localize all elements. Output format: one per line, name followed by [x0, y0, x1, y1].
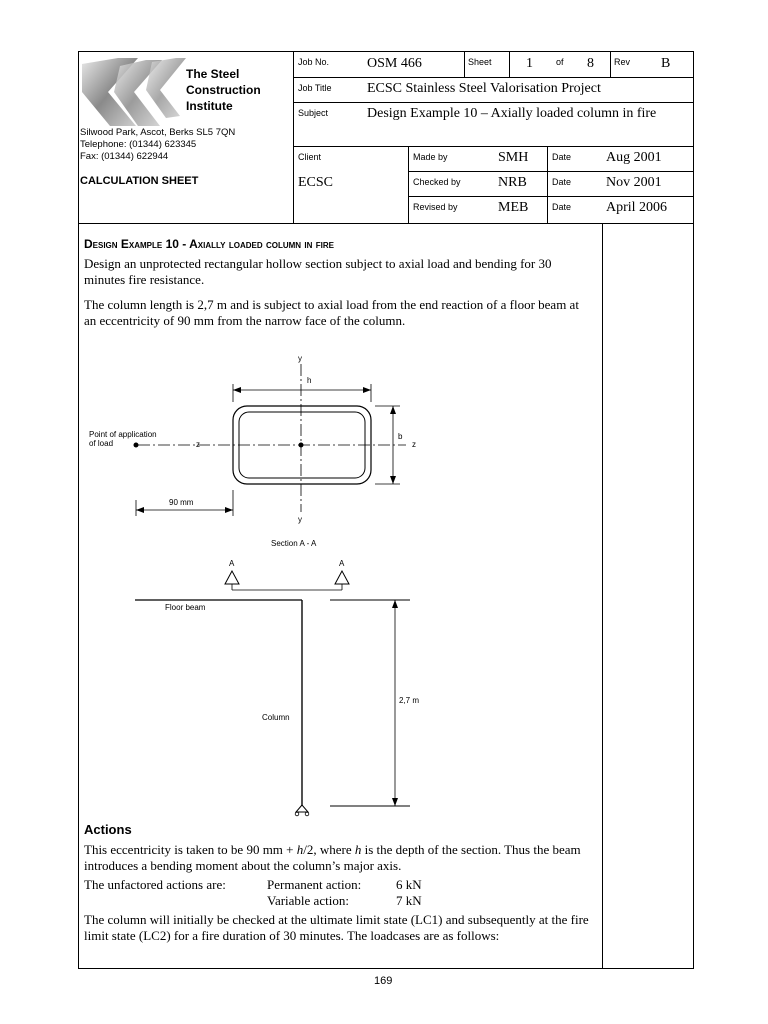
- date-checked: Nov 2001: [606, 175, 662, 190]
- permanent-action-value: 6 kN: [396, 877, 422, 892]
- sheet-label: Sheet: [468, 57, 492, 67]
- page-number: 169: [374, 975, 393, 987]
- column-label: Column: [262, 713, 290, 722]
- pin-support: [296, 805, 308, 812]
- of-label: of: [556, 57, 564, 67]
- org-name-line2: Construction: [186, 83, 261, 97]
- z-axis-right-label: z: [412, 440, 416, 449]
- y-axis-bottom-label: y: [298, 515, 302, 524]
- revised-by-label: Revised by: [413, 202, 458, 212]
- page-heading: Design Example 10 - Axially loaded column in fire: [84, 237, 334, 251]
- subject: Design Example 10 – Axially loaded column in fire: [367, 106, 657, 121]
- variable-action-label: Variable action:: [267, 893, 349, 908]
- made-by: SMH: [498, 150, 529, 165]
- org-name-line3: Institute: [186, 99, 233, 113]
- centroid-point: [299, 443, 304, 448]
- z-axis-left-label: z: [196, 440, 200, 449]
- made-by-label: Made by: [413, 152, 448, 162]
- section-a-right-label: A: [339, 559, 345, 568]
- unfactored-label: The unfactored actions are:: [84, 877, 226, 892]
- sheet-type: CALCULATION SHEET: [80, 175, 199, 187]
- client-label: Client: [298, 152, 322, 162]
- load-point-label-2: of load: [89, 439, 114, 448]
- sheet-total: 8: [587, 56, 594, 71]
- load-point: [134, 443, 139, 448]
- checked-by: NRB: [498, 175, 527, 190]
- permanent-action-label: Permanent action:: [267, 877, 362, 892]
- job-no: OSM 466: [367, 56, 422, 71]
- org-name-line1: The Steel: [186, 67, 240, 81]
- y-axis-top-label: y: [298, 354, 302, 363]
- rev-label: Rev: [614, 57, 631, 67]
- subject-label: Subject: [298, 108, 329, 118]
- job-title-label: Job Title: [298, 83, 332, 93]
- variable-action-value: 7 kN: [396, 893, 422, 908]
- date-made-label: Date: [552, 152, 572, 162]
- date-checked-label: Date: [552, 177, 572, 187]
- paragraph-1: Design an unprotected rectangular hollow section subject to axial load and bending for 30 minutes fire resistance.: [84, 256, 552, 287]
- section-label: Section A - A: [271, 539, 317, 548]
- b-label: b: [398, 432, 403, 441]
- sci-logo: [80, 56, 190, 128]
- paragraph-3: This eccentricity is taken to be 90 mm + h/2, where h is the depth of the section. Thus the beam introduces a bending moment about the column’s major axis.: [84, 842, 581, 873]
- date-revised: April 2006: [606, 200, 668, 215]
- length-label: 2,7 m: [399, 696, 420, 705]
- actions-heading: Actions: [84, 822, 132, 837]
- floor-beam-label: Floor beam: [165, 603, 206, 612]
- revised-by: MEB: [498, 200, 529, 215]
- paragraph-4: The column will initially be checked at the ultimate limit state (LC1) and subsequently at the fire limit state (LC2) for a fire duration of 30 minutes. The loadcases are as follows:: [84, 912, 589, 943]
- sheet-no: 1: [526, 56, 533, 71]
- eccentricity-label: 90 mm: [169, 498, 194, 507]
- h-label: h: [307, 376, 312, 385]
- client: ECSC: [298, 175, 334, 190]
- date-revised-label: Date: [552, 202, 572, 212]
- job-no-label: Job No.: [298, 57, 330, 67]
- checked-by-label: Checked by: [413, 177, 461, 187]
- org-address: Silwood Park, Ascot, Berks SL5 7QN: [80, 127, 236, 138]
- load-point-label-1: Point of application: [89, 430, 157, 439]
- section-a-left-label: A: [229, 559, 235, 568]
- date-made: Aug 2001: [606, 150, 662, 165]
- paragraph-2: The column length is 2,7 m and is subject to axial load from the end reaction of a floor beam at an eccentricity of 90 mm from the narrow face of the column.: [84, 297, 579, 328]
- section-marker-left: [225, 571, 239, 584]
- org-telephone: Telephone: (01344) 623345: [80, 139, 197, 150]
- section-diagram: [80, 350, 600, 820]
- org-fax: Fax: (01344) 622944: [80, 151, 169, 162]
- section-marker-right: [335, 571, 349, 584]
- rev-value: B: [661, 56, 671, 71]
- job-title: ECSC Stainless Steel Valorisation Project: [367, 81, 601, 96]
